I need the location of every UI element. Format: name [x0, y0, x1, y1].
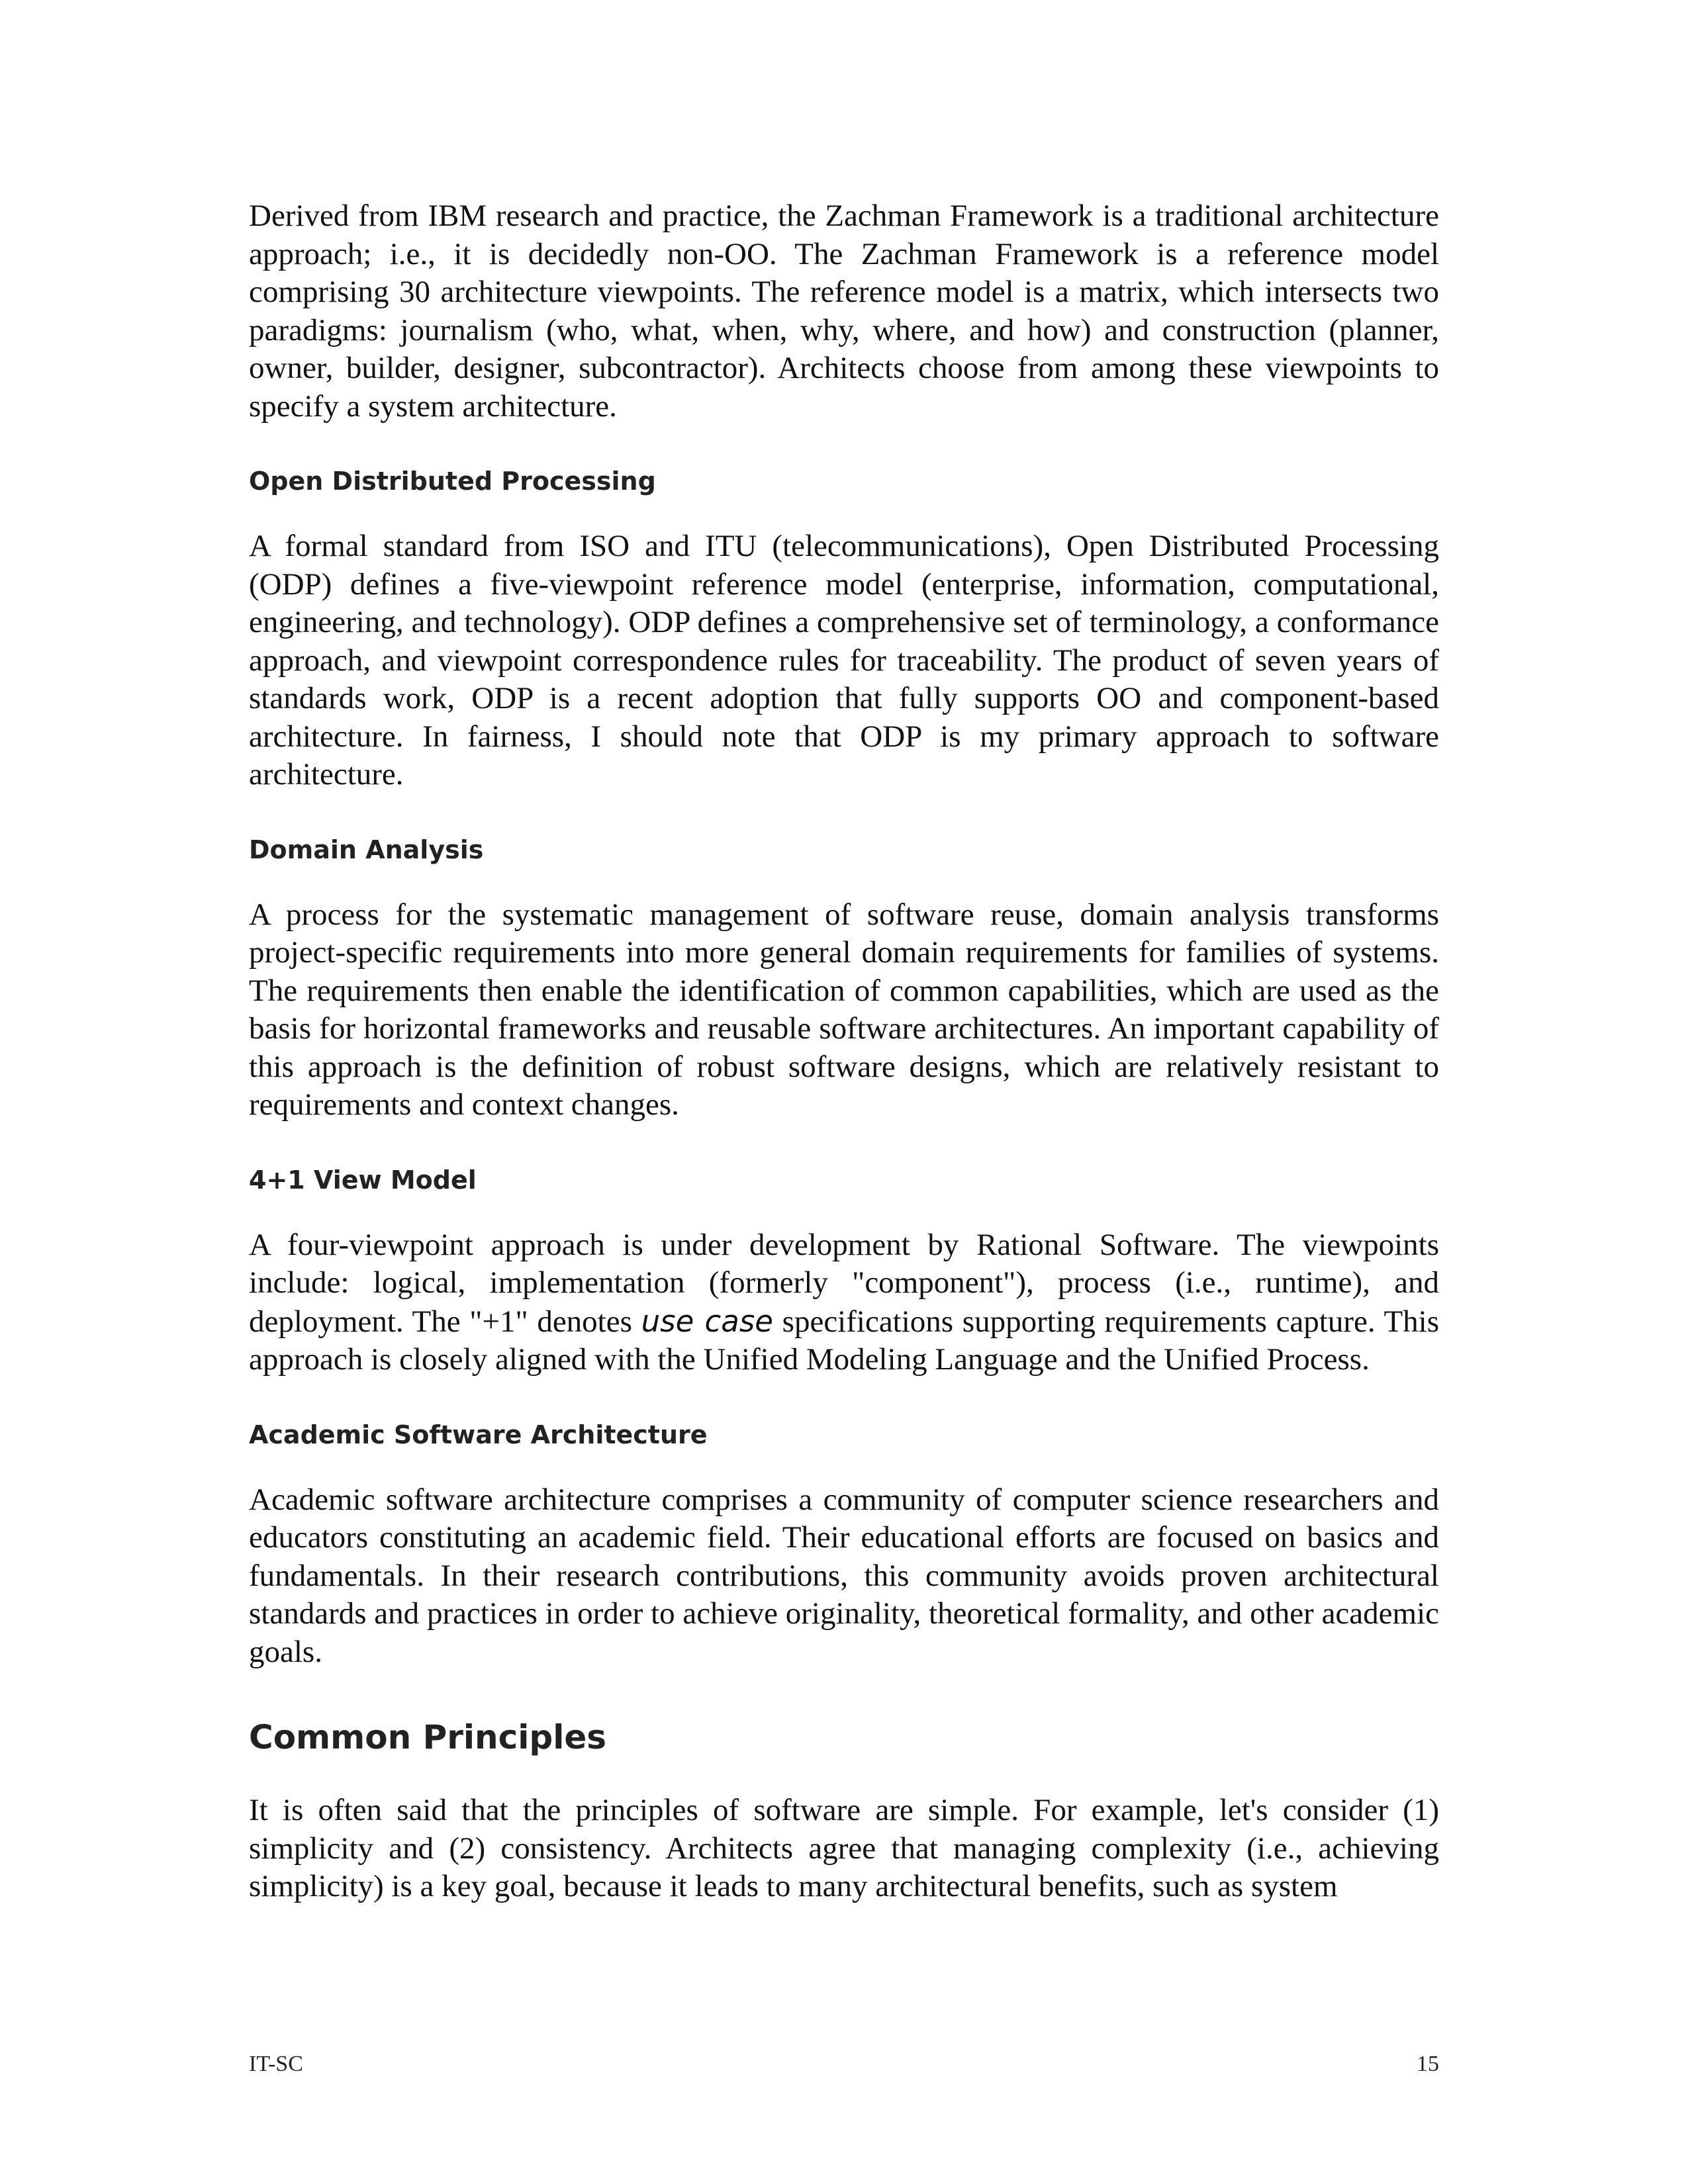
view-model-text-after: specifications supporting requirements capture. This approach is closely aligned with the Unified Modeling Language and the Unified Process. — [249, 1304, 1440, 1377]
view-model-heading: 4+1 View Model — [249, 1165, 477, 1195]
use-case-term: use case — [641, 1303, 773, 1339]
footer-label: IT-SC — [249, 2052, 303, 2076]
page-body — [249, 197, 1439, 1906]
domain-analysis-heading: Domain Analysis — [249, 835, 484, 864]
academic-heading: Academic Software Architecture — [249, 1420, 708, 1449]
odp-paragraph: A formal standard from ISO and ITU (telecommunications), Open Distributed Processing (ODP) defines a five-viewpoint reference model (enterprise, information, computational, engineering, and technology). ODP defines a comprehensive set of terminology, a conformance approach, and viewpoint correspondence rules for traceability. The product of seven years of standards work, ODP is a recent adoption that fully supports OO and component-based architecture. In fairness, I should note that ODP is my primary approach to software architecture. — [249, 529, 1439, 792]
odp-heading: Open Distributed Processing — [249, 467, 656, 496]
common-principles-heading: Common Principles — [249, 1718, 607, 1756]
page-number: 15 — [1417, 2052, 1439, 2076]
intro-paragraph: Derived from IBM research and practice, the Zachman Framework is a traditional architecture approach; i.e., it is decidedly non-OO. The Zachman Framework is a reference model comprising 30 architecture viewpoints. The reference model is a matrix, which intersects two paradigms: journalism (who, what, when, why, where, and how) and construction (planner, owner, builder, designer, subcontractor). Architects choose from among these viewpoints to specify a system architecture. — [249, 199, 1439, 424]
view-model-paragraph — [249, 1226, 1439, 1379]
academic-paragraph: Academic software architecture comprises a community of computer science researchers and educators constituting an academic field. Their educational efforts are focused on basics and fundamentals. In their research contributions, this community avoids proven architectural standards and practices in order to achieve originality, theoretical formality, and other academic goals. — [249, 1482, 1439, 1669]
view-model-text-before: A four-viewpoint approach is under development by Rational Software. The viewpoints include: logical, implementation (formerly "component"), process (i.e., runtime), and deployment. The "+1" denotes — [249, 1227, 1439, 1339]
domain-analysis-paragraph: A process for the systematic management of software reuse, domain analysis transforms project-specific requirements into more general domain requirements for families of systems. The requirements then enable the identification of common capabilities, which are used as the basis for horizontal frameworks and reusable software architectures. An important capability of this approach is the definition of robust software designs, which are relatively resistant to requirements and context changes. — [249, 897, 1439, 1122]
common-principles-paragraph: It is often said that the principles of software are simple. For example, let's consider (1) simplicity and (2) consistency. Architects agree that managing complexity (i.e., achieving simplicity) is a key goal, because it leads to many architectural benefits, such as system — [249, 1793, 1439, 1903]
